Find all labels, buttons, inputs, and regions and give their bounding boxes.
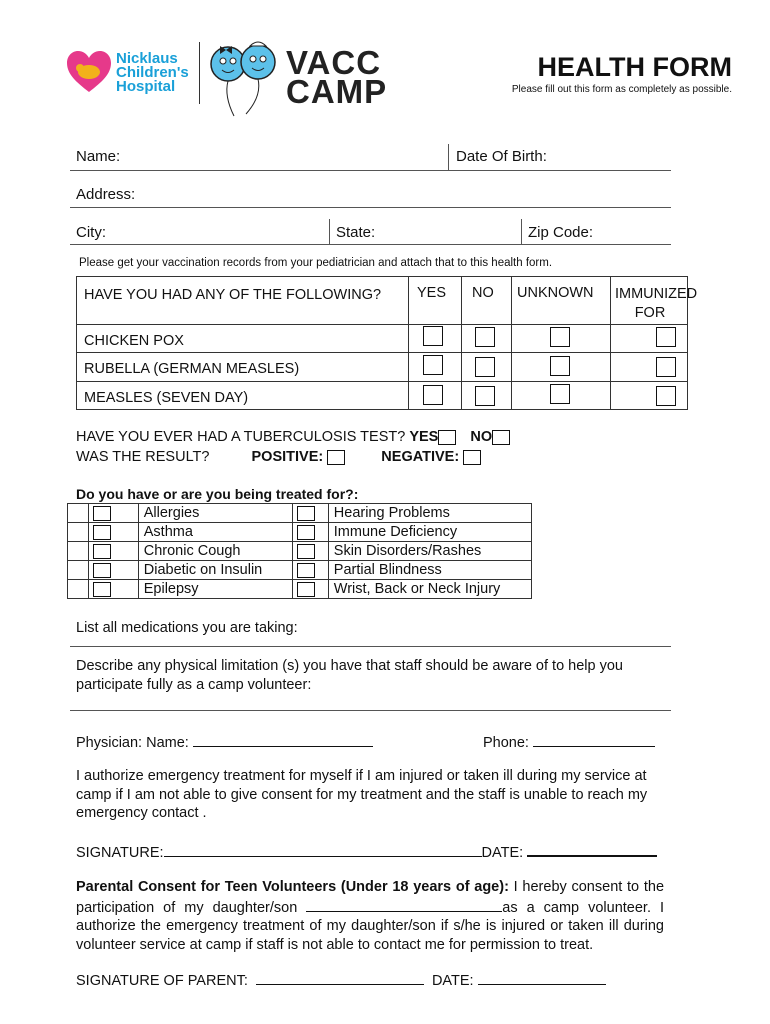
chicken-pox-unknown-checkbox[interactable]: [550, 327, 570, 347]
conditions-row: [68, 542, 532, 561]
chicken-pox-immunized-checkbox[interactable]: [656, 327, 676, 347]
tb-negative-label: NEGATIVE:: [381, 449, 460, 465]
condition-right-label: Partial Blindness: [333, 562, 442, 578]
tb-positive-label: POSITIVE:: [251, 449, 324, 465]
condition-right-checkbox[interactable]: [297, 506, 315, 521]
physician-phone-line: [483, 732, 655, 751]
row-label-chicken-pox: CHICKEN POX: [84, 333, 184, 349]
parent-signature-label: SIGNATURE OF PARENT:: [76, 973, 248, 989]
rubella-yes-checkbox[interactable]: [423, 355, 443, 375]
limitation-field[interactable]: [70, 710, 671, 711]
parental-consent-text-2: as a camp volunteer. I authorize the emergency treatment of my daughter/son if s/he is injured or taken ill during volunteer service at camp if staff is not able to contact me for permission to treat.: [76, 899, 665, 953]
tb-result-line: [76, 449, 481, 465]
condition-left-label-cell: [138, 561, 293, 580]
condition-right-label-cell: [328, 580, 531, 599]
condition-left-checkbox[interactable]: [93, 544, 111, 559]
conditions-row: [68, 523, 532, 542]
medications-label: List all medications you are taking:: [76, 620, 298, 636]
condition-right-label-cell: [328, 523, 531, 542]
condition-left-checkbox[interactable]: [93, 506, 111, 521]
col-divider-1: [408, 277, 409, 409]
parental-consent-heading: Parental Consent for Teen Volunteers (Under 18 years of age):: [76, 879, 509, 895]
condition-left-spacer: [68, 542, 89, 561]
conditions-row: [68, 580, 532, 599]
condition-left-check-cell: [89, 561, 139, 580]
rubella-unknown-checkbox[interactable]: [550, 356, 570, 376]
measles-no-checkbox[interactable]: [475, 386, 495, 406]
col-immunized-header: IMMUNIZED FOR: [615, 286, 698, 321]
condition-right-label: Skin Disorders/Rashes: [333, 543, 482, 559]
signature-date-field[interactable]: [527, 841, 657, 857]
signature-field[interactable]: [164, 842, 482, 857]
measles-immunized-checkbox[interactable]: [656, 386, 676, 406]
zip-label: Zip Code:: [528, 224, 594, 241]
condition-left-spacer: [68, 504, 89, 523]
conditions-heading: Do you have or are you being treated for?:: [76, 486, 359, 502]
vaccination-note: Please get your vaccination records from your pediatrician and attach that to this health form.: [79, 257, 553, 269]
col-divider-4: [610, 277, 611, 409]
logo-divider: [199, 42, 200, 104]
limitation-label: Describe any physical limitation (s) you have that staff should be aware of to help you participate fully as a camp volunteer:: [76, 658, 623, 693]
condition-right-label-cell: [328, 504, 531, 523]
tb-negative-checkbox[interactable]: [463, 450, 481, 465]
row-divider-1: [77, 352, 687, 353]
condition-right-label-cell: [328, 542, 531, 561]
physician-phone-field[interactable]: [533, 732, 655, 747]
measles-yes-checkbox[interactable]: [423, 385, 443, 405]
name-field[interactable]: [70, 170, 671, 171]
city-divider: [329, 219, 330, 245]
row-divider-2: [77, 381, 687, 382]
hospital-name-line-2: Children's: [116, 64, 189, 81]
parent-date-label: DATE:: [431, 973, 474, 989]
condition-left-spacer: [68, 561, 89, 580]
measles-unknown-checkbox[interactable]: [550, 384, 570, 404]
city-label: City:: [76, 224, 106, 241]
condition-left-label: Asthma: [143, 524, 193, 540]
name-label: Name:: [76, 148, 121, 165]
condition-left-label: Allergies: [143, 505, 200, 521]
condition-right-check-cell: [293, 561, 328, 580]
condition-left-check-cell: [89, 504, 139, 523]
hospital-logo: [66, 50, 196, 100]
condition-left-checkbox[interactable]: [93, 563, 111, 578]
condition-right-label: Immune Deficiency: [333, 524, 458, 540]
row-label-measles: MEASLES (SEVEN DAY): [84, 390, 249, 406]
page-subtitle: Please fill out this form as completely as possible.: [511, 84, 732, 95]
dob-label: Date Of Birth:: [456, 148, 547, 165]
condition-left-label-cell: [138, 580, 293, 599]
tb-yes-label: YES: [409, 429, 439, 445]
balloon-mascots-icon: [206, 36, 282, 120]
condition-right-check-cell: [293, 580, 328, 599]
physician-name-line: [76, 732, 373, 751]
rubella-immunized-checkbox[interactable]: [656, 357, 676, 377]
authorization-text: I authorize emergency treatment for myself if I am injured or taken ill during my service at camp if I am not able to give consent for my treatment and the staff is unable to reach my emergency contact .: [76, 768, 648, 821]
state-label: State:: [336, 224, 376, 241]
parent-signature-line: [76, 970, 606, 989]
chicken-pox-yes-checkbox[interactable]: [423, 326, 443, 346]
conditions-row: [68, 504, 532, 523]
page-title: HEALTH FORM: [537, 52, 732, 82]
condition-left-check-cell: [89, 580, 139, 599]
condition-right-check-cell: [293, 504, 328, 523]
physician-phone-label: Phone:: [483, 735, 529, 751]
tb-question-line: [76, 429, 510, 445]
col-no-header: NO: [472, 285, 494, 301]
physician-name-label: Physician: Name:: [76, 735, 189, 751]
tb-result-label: WAS THE RESULT?: [76, 449, 210, 465]
condition-right-check-cell: [293, 523, 328, 542]
conditions-table: [67, 503, 532, 599]
condition-right-label: Hearing Problems: [333, 505, 450, 521]
heart-bear-icon: [66, 50, 112, 94]
tb-no-label: NO: [470, 429, 493, 445]
address-label: Address:: [76, 186, 136, 203]
row-divider-0: [77, 324, 687, 325]
parent-signature-field[interactable]: [256, 970, 424, 985]
condition-right-checkbox[interactable]: [297, 525, 315, 540]
chicken-pox-no-checkbox[interactable]: [475, 327, 495, 347]
immunization-question: HAVE YOU HAD ANY OF THE FOLLOWING?: [84, 287, 382, 303]
condition-left-checkbox[interactable]: [93, 582, 111, 597]
col-unknown-header: UNKNOWN: [517, 285, 594, 301]
tb-question: HAVE YOU EVER HAD A TUBERCULOSIS TEST?: [76, 429, 406, 445]
physician-name-field[interactable]: [193, 732, 373, 747]
state-divider: [521, 219, 522, 245]
col-yes-header: YES: [417, 285, 447, 301]
condition-right-checkbox[interactable]: [297, 582, 315, 597]
condition-right-check-cell: [293, 542, 328, 561]
condition-left-spacer: [68, 580, 89, 599]
condition-right-label-cell: [328, 561, 531, 580]
condition-right-checkbox[interactable]: [297, 563, 315, 578]
condition-left-label: Epilepsy: [143, 581, 199, 597]
condition-left-check-cell: [89, 542, 139, 561]
parental-consent-text-1: I hereby consent to the participation of my daughter/son: [76, 879, 665, 916]
row-label-rubella: RUBELLA (GERMAN MEASLES): [84, 361, 300, 377]
medications-field[interactable]: [70, 646, 671, 647]
parent-date-field[interactable]: [478, 970, 606, 985]
tb-no-checkbox[interactable]: [492, 430, 510, 445]
hospital-name-line-1: Nicklaus: [116, 50, 178, 67]
camp-name-line-1: VACC: [286, 44, 382, 81]
signature-line: [76, 841, 657, 861]
condition-right-checkbox[interactable]: [297, 544, 315, 559]
camp-logo: [206, 36, 388, 120]
camp-name-line-2: CAMP: [286, 73, 388, 110]
condition-left-label: Chronic Cough: [143, 543, 241, 559]
condition-left-check-cell: [89, 523, 139, 542]
condition-left-label-cell: [138, 523, 293, 542]
city-state-zip-field[interactable]: [70, 244, 671, 245]
condition-left-label: Diabetic on Insulin: [143, 562, 263, 578]
condition-left-spacer: [68, 523, 89, 542]
tb-positive-checkbox[interactable]: [327, 450, 345, 465]
parental-consent-text: [76, 878, 664, 954]
signature-label: SIGNATURE:: [76, 845, 164, 861]
name-divider: [448, 144, 449, 170]
condition-left-checkbox[interactable]: [93, 525, 111, 540]
address-field[interactable]: [70, 207, 671, 208]
signature-date-label: DATE:: [481, 845, 524, 861]
conditions-row: [68, 561, 532, 580]
tb-yes-checkbox[interactable]: [438, 430, 456, 445]
rubella-no-checkbox[interactable]: [475, 357, 495, 377]
immunization-table: [76, 276, 698, 410]
col-divider-2: [461, 277, 462, 409]
child-name-field[interactable]: [306, 897, 502, 912]
condition-left-label-cell: [138, 542, 293, 561]
condition-right-label: Wrist, Back or Neck Injury: [333, 581, 501, 597]
col-divider-3: [511, 277, 512, 409]
condition-left-label-cell: [138, 504, 293, 523]
hospital-name-line-3: Hospital: [116, 78, 176, 95]
